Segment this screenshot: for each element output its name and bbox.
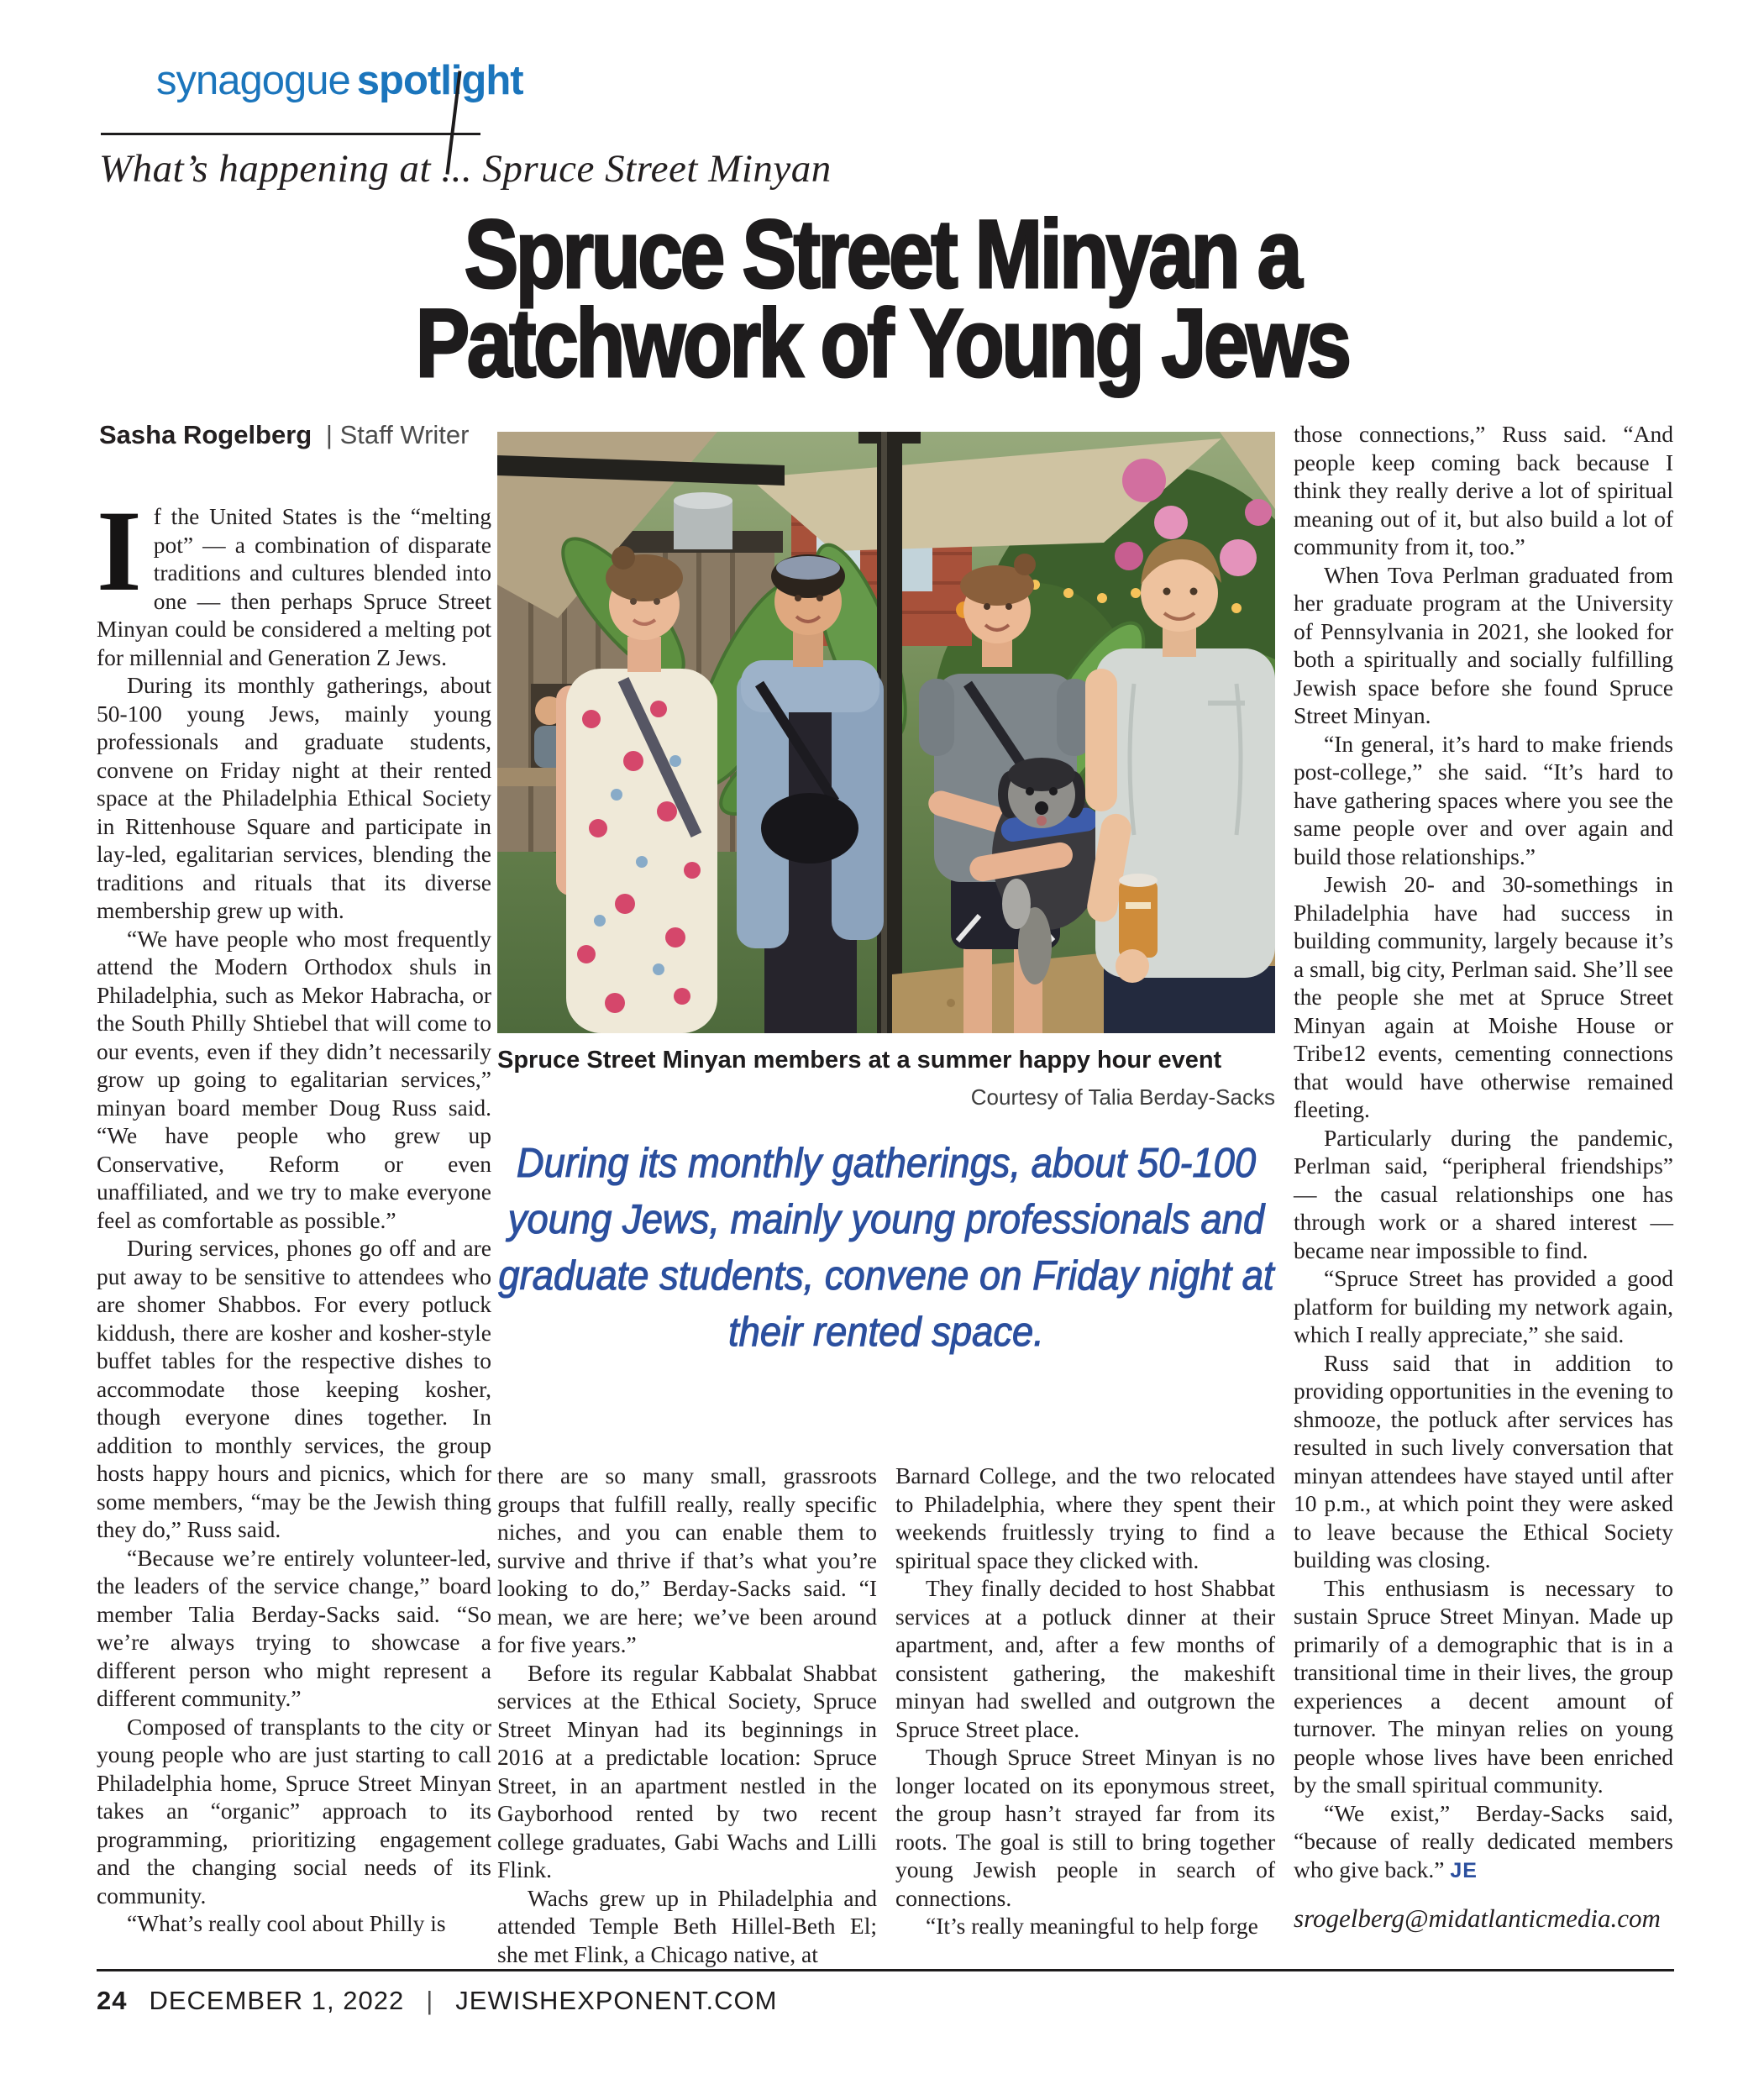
article-paragraph: This enthusiasm is necessary to sustain Spruce Street Minyan. Made up primarily of a demographic that is in a transitional time in their lives, the group experiences a decent amount of turnover. The minyan relies on young people whose lives have been enriched by the small spiritual community. — [1294, 1574, 1673, 1798]
section-name-bold: spotlight — [356, 58, 523, 103]
author-title: Staff Writer — [339, 420, 470, 449]
end-mark: JE — [1450, 1858, 1478, 1882]
kicker: What’s happening at ... Spruce Street Minyan — [99, 147, 832, 191]
footer-separator: | — [426, 1986, 434, 2015]
article-paragraph: During services, phones go off and are put away to be sensitive to attendees who are shomer Shabbos. For every potluck kiddush, there are kosher and kosher-style buffet tables for the respective dishes to accommodate those keeping kosher, though everyone dines together. In addition to monthly services, the group hosts happy hours and picnics, which for some members, “may be the Jewish thing they do,” Russ said. — [97, 1235, 491, 1542]
headline-line-1: Spruce Street Minyan a — [464, 201, 1300, 308]
article-paragraph: Russ said that in addition to providing opportunities in the evening to shmooze, the potluck after services has resulted in such lively conversation that minyan attendees have stayed until after 10 p.m., at which point they were asked to leave because the Ethical Society building was closing. — [1294, 1349, 1673, 1572]
headline-line-2: Patchwork of Young Jews — [415, 290, 1349, 397]
drink-can — [1119, 874, 1158, 958]
author-email: srogelberg@midatlanticmedia.com — [1294, 1903, 1661, 1933]
article-paragraph: Composed of transplants to the city or young people who are just starting to call Philadelphia home, Spruce Street Minyan takes an “organic” approach to its programming, prioritizing engagement and the changing social needs of its community. — [97, 1713, 491, 1908]
author-name: Sasha Rogelberg — [99, 420, 312, 449]
happy-hour-photo-illustration — [497, 432, 1275, 1033]
article-paragraph: Jewish 20- and 30-somethings in Philadelphia have had success in building community, largely because it’s a small, big city, Perlman said. She’ll see the people she met at Spruce Street Minyan again at Moishe House or Tribe12 events, cementing connections that would have otherwise remained fleeting. — [1294, 871, 1673, 1122]
article-paragraph: “What’s really cool about Philly is — [127, 1910, 446, 1936]
drop-cap: I — [97, 486, 142, 615]
section-header — [156, 57, 523, 104]
photo-credit: Courtesy of Talia Berday-Sacks — [970, 1084, 1275, 1110]
byline-separator: | — [325, 420, 333, 449]
headline — [0, 201, 1764, 397]
masthead-rule — [101, 133, 480, 135]
article-paragraph: “We have people who most frequently attend the Modern Orthodox shuls in Philadelphia, such as Mekor Habracha, or the South Philly Shtiebel that will come to our events, even if they didn’t necessarily grow up going to egalitarian services,” minyan board member Doug Russ said. “We have people who grew up Conservative, Reform or even unaffiliated, and we try to make everyone feel as comfortable as possible.” — [97, 925, 491, 1233]
article-paragraph: “In general, it’s hard to make friends post-college,” she said. “It’s hard to have gathering spaces where you see the same people over and over again and build those relationships.” — [1294, 730, 1673, 869]
article-paragraph — [1294, 1799, 1673, 1886]
section-name: synagogue — [156, 58, 350, 103]
article-paragraph: “Because we’re entirely volunteer-led, the leaders of the service change,” board member Talia Berday-Sacks said. “So we’re always trying to showcase a different person who might represent a different community.” — [97, 1544, 491, 1711]
article-paragraph: When Tova Perlman graduated from her graduate program at the University of Pennsylvania in 2021, she looked for both a spiritually and socially fulfilling Jewish space before she found Spruce Street Minyan. — [1294, 561, 1673, 728]
article-paragraph: “It’s really meaningful to help forge — [926, 1913, 1258, 1939]
page-number: 24 — [97, 1986, 128, 2015]
footer-site: JEWISHEXPONENT.COM — [455, 1986, 778, 2015]
article-paragraph: Barnard College, and the two relocated to Philadelphia, where they spent their weekends fruitlessly trying to find a spiritual space they clicked with. — [895, 1462, 1275, 1573]
photo-caption: Spruce Street Minyan members at a summer happy hour event — [497, 1047, 1222, 1074]
article-column-3 — [895, 1462, 1275, 1940]
article-paragraph: “Spruce Street has provided a good platform for building my network again, which I really appreciate,” she said. — [1294, 1265, 1673, 1347]
footer-rule — [97, 1969, 1674, 1971]
article-paragraph — [97, 486, 491, 671]
paragraph-text: “We exist,” Berday-Sacks said, “because of really dedicated members who give back.” — [1294, 1799, 1673, 1882]
article-paragraph: They finally decided to host Shabbat services at a potluck dinner at their apartment, and, after a few months of consistent gathering, the makeshift minyan had swelled and outgrown the Spruce Street place. — [895, 1575, 1275, 1742]
paragraph-text: f the United States is the “melting pot” — a combination of disparate traditions and cultures blended into one — then perhaps Spruce Street Minyan could be considered a melting pot for millennial and Generation Z Jews. — [97, 503, 491, 670]
footer-date: DECEMBER 1, 2022 — [149, 1986, 405, 2015]
pull-quote-text: During its monthly gatherings, about 50-100 young Jews, mainly young professionals and graduate students, convene on Friday night at their rented space. — [498, 1141, 1274, 1355]
article-paragraph: During its monthly gatherings, about 50-100 young Jews, mainly young professionals and graduate students, convene on Friday night at their rented space at the Philadelphia Ethical Society in Rittenhouse Square and participate in lay-led, egalitarian services, blending the traditions and rituals that its diverse membership grew up with. — [97, 672, 491, 923]
article-paragraph: those connections,” Russ said. “And people keep coming back because I think they really derive a lot of spiritual meaning out of it, but also build a lot of community from it, too.” — [1294, 421, 1673, 559]
article-paragraph: Before its regular Kabbalat Shabbat services at the Ethical Society, Spruce Street Minyan had its beginnings in 2016 at a predictable location: Spruce Street, in an apartment nestled in the Gayborhood rented by two recent college graduates, Gabi Wachs and Lilli Flink. — [497, 1659, 877, 1882]
page-footer — [97, 1986, 777, 2016]
article-paragraph: Particularly during the pandemic, Perlman said, “peripheral friendships” — the casual relationships one has through work or a shared interest — became near impossible to find. — [1294, 1124, 1673, 1263]
article-photo — [497, 432, 1275, 1033]
article-paragraph: Though Spruce Street Minyan is no longer located on its eponymous street, the group hasn’t strayed far from its roots. The goal is still to bring together young Jewish people in search of connections. — [895, 1744, 1275, 1911]
pull-quote — [497, 1136, 1275, 1361]
article-column-4 — [1294, 420, 1673, 1885]
author-role — [326, 420, 470, 449]
article-paragraph: Wachs grew up in Philadelphia and attended Temple Beth Hillel-Beth El; she met Flink, a Chicago native, at — [497, 1884, 877, 1967]
article-paragraph: there are so many small, grassroots groups that fulfill really, really specific niches, and you can enable them to survive and thrive if that’s what you’re looking to do,” Berday-Sacks said. “I mean, we are here; we’ve been around for five years.” — [497, 1462, 877, 1657]
byline — [99, 420, 469, 450]
article-column-2 — [497, 1462, 877, 1968]
article-column-1 — [97, 486, 491, 1938]
